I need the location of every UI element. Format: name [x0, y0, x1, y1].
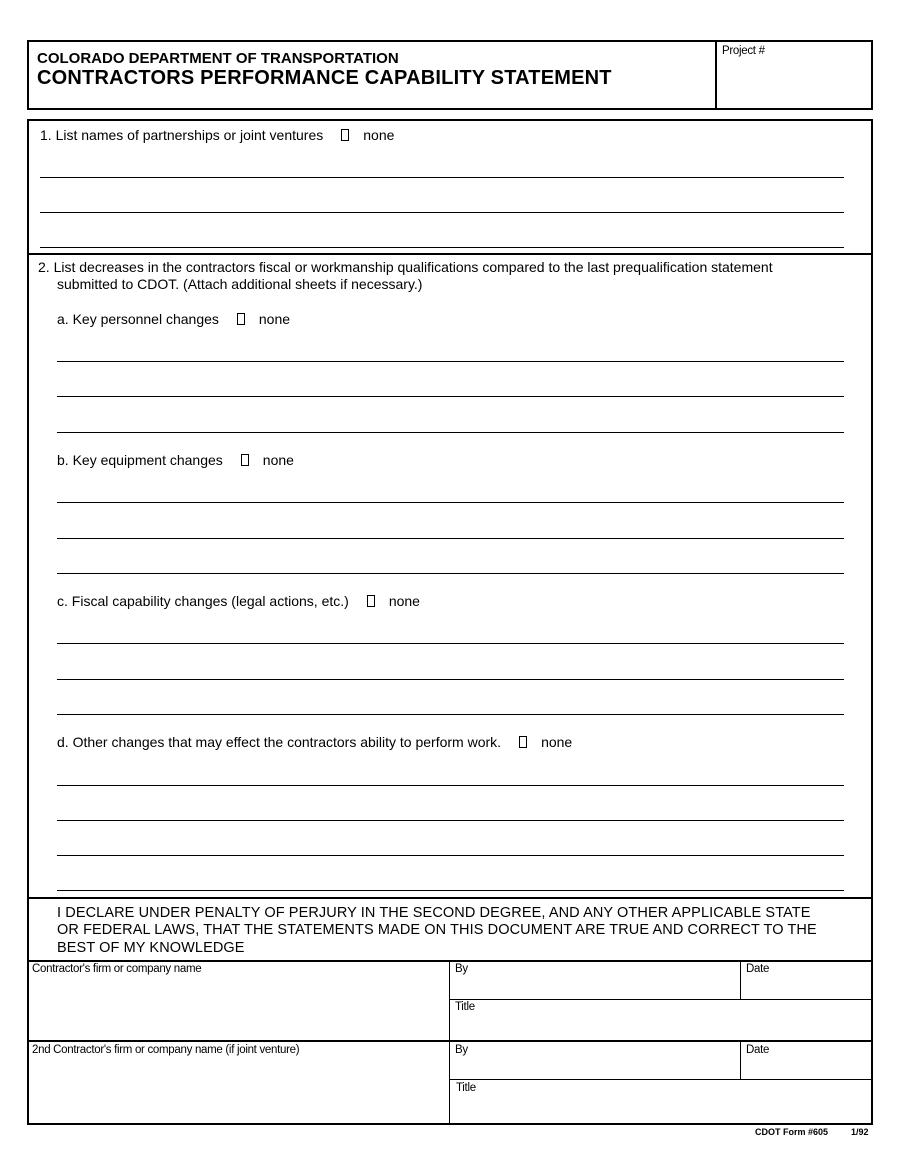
q2a-answer-line[interactable]: [57, 396, 844, 397]
date2-label: Date: [746, 1044, 770, 1056]
title2-label: Title: [456, 1082, 476, 1094]
q2b-answer-line[interactable]: [57, 502, 844, 503]
q2c-answer-line[interactable]: [57, 679, 844, 680]
department-name: COLORADO DEPARTMENT OF TRANSPORTATION: [37, 50, 399, 67]
q2d-none-label: none: [541, 734, 573, 750]
q2b-answer-line[interactable]: [57, 573, 844, 574]
project-number-field[interactable]: [720, 60, 868, 106]
q2a-label-text: a. Key personnel changes: [57, 311, 219, 327]
q2c-label-text: c. Fiscal capability changes (legal actions, etc.): [57, 593, 349, 609]
title1-label: Title: [455, 1001, 475, 1013]
q2b-answer-line[interactable]: [57, 538, 844, 539]
signature-top-border: [28, 960, 872, 962]
q2d-answer-line[interactable]: [57, 785, 844, 786]
title2-field[interactable]: [452, 1097, 869, 1121]
q2c-none-label: none: [388, 593, 420, 609]
q2c-label: [57, 593, 420, 609]
by2-label: By: [455, 1044, 468, 1056]
date1-field[interactable]: [743, 978, 869, 997]
q1-none-label: none: [363, 127, 395, 143]
q2b-label-text: b. Key equipment changes: [57, 452, 223, 468]
q2c-answer-line[interactable]: [57, 643, 844, 644]
q2d-answer-line[interactable]: [57, 890, 844, 891]
q1-label: [40, 127, 394, 143]
q1-none-checkbox[interactable]: [341, 129, 349, 141]
q2-label-line2: submitted to CDOT. (Attach additional sheets if necessary.): [57, 276, 423, 292]
q1-answer-line[interactable]: [40, 247, 844, 248]
firm1-label: Contractor's firm or company name: [32, 963, 202, 975]
project-number-label: Project #: [722, 45, 765, 57]
form-revision: 1/92: [851, 1127, 869, 1137]
by-date-divider-2: [740, 1041, 741, 1079]
date2-field[interactable]: [743, 1059, 869, 1077]
q2d-label-text: d. Other changes that may effect the contractors ability to perform work.: [57, 734, 502, 750]
firm2-label: 2nd Contractor's firm or company name (if joint venture): [32, 1044, 300, 1056]
q2d-answer-line[interactable]: [57, 855, 844, 856]
q2d-none-checkbox[interactable]: [519, 736, 527, 748]
q2b-label: [57, 452, 294, 468]
q1-answer-line[interactable]: [40, 177, 844, 178]
q1-answer-line[interactable]: [40, 212, 844, 213]
by1-field[interactable]: [452, 978, 737, 997]
q2c-answer-line[interactable]: [57, 714, 844, 715]
q2a-none-label: none: [258, 311, 291, 327]
q2a-answer-line[interactable]: [57, 361, 844, 362]
by2-field[interactable]: [452, 1059, 737, 1077]
header-divider: [715, 41, 717, 109]
q2b-none-label: none: [262, 452, 294, 468]
q2a-label: [57, 311, 290, 327]
q2-label-line1: 2. List decreases in the contractors fiscal or workmanship qualifications compared to the last prequalification statement: [38, 259, 773, 275]
q1-label-text: 1. List names of partnerships or joint ventures: [40, 127, 324, 143]
q2b-none-checkbox[interactable]: [241, 454, 249, 466]
q2c-none-checkbox[interactable]: [367, 595, 375, 607]
form-number: CDOT Form #605: [755, 1127, 829, 1137]
by1-label: By: [455, 963, 468, 975]
by-date-divider-1: [740, 961, 741, 999]
q2a-none-checkbox[interactable]: [237, 313, 245, 325]
title1-field[interactable]: [452, 1016, 869, 1038]
signature-mid-border: [28, 1040, 872, 1042]
q2d-answer-line[interactable]: [57, 820, 844, 821]
form-title: CONTRACTORS PERFORMANCE CAPABILITY STATEMENT: [37, 67, 612, 89]
signature-column-divider: [449, 961, 450, 1124]
firm1-field[interactable]: [30, 978, 446, 1036]
q2a-answer-line[interactable]: [57, 432, 844, 433]
declaration-line1: I DECLARE UNDER PENALTY OF PERJURY IN THE SECOND DEGREE, AND ANY OTHER APPLICABLE STATE: [57, 905, 811, 921]
by-title-divider-2: [450, 1079, 872, 1080]
date1-label: Date: [746, 963, 770, 975]
declaration-line3: BEST OF MY KNOWLEDGE: [57, 940, 245, 956]
declaration-line2: OR FEDERAL LAWS, THAT THE STATEMENTS MADE ON THIS DOCUMENT ARE TRUE AND CORRECT TO THE: [57, 922, 817, 938]
section-2-box: [27, 253, 873, 899]
firm2-field[interactable]: [30, 1059, 446, 1121]
q2d-label: [57, 734, 572, 750]
by-title-divider-1: [450, 999, 872, 1000]
